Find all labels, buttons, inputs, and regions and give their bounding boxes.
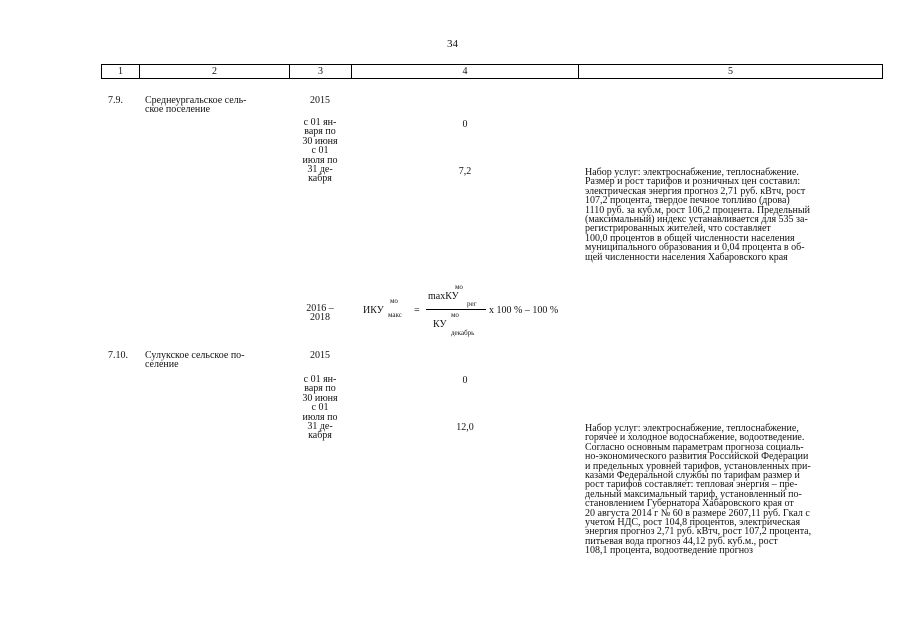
page-number: 34 bbox=[447, 38, 458, 50]
description-line: энергия прогноз 2,71 руб. кВтч, рост 107,2 процента, bbox=[585, 526, 812, 538]
description-line: электрическая энергия прогноз 2,71 руб. кВтч, рост bbox=[585, 185, 806, 197]
years-2016-2018 bbox=[292, 304, 348, 323]
period-first-half bbox=[292, 375, 348, 441]
period-line: июля по bbox=[302, 154, 338, 166]
description-line: учетом НДС, рост 104,8 процентов, электрическая bbox=[585, 517, 801, 529]
formula-denominator-subscript: декабрь bbox=[451, 329, 475, 337]
header-col-1: 1 bbox=[118, 66, 123, 77]
table-header bbox=[101, 64, 883, 79]
period-line: кабря bbox=[308, 173, 332, 185]
settlement-name bbox=[145, 96, 283, 115]
header-col-4: 4 bbox=[462, 66, 468, 77]
description-line: Размер и рост тарифов и розничных цен составил: bbox=[585, 176, 801, 188]
formula-lhs: ИКУ bbox=[363, 305, 384, 316]
description-line: 100,0 процентов в общей численности населения bbox=[585, 232, 795, 244]
fraction-bar bbox=[426, 309, 486, 310]
period-line: 30 июня bbox=[302, 392, 338, 404]
index-value-second-half: 12,0 bbox=[456, 422, 474, 433]
description-line: рост тарифов составляет: тепловая энергия – пре- bbox=[585, 479, 798, 491]
description-line: 20 августа 2014 г № 60 в размере 2607,11 руб. Гкал с bbox=[585, 507, 810, 519]
period-line: июля по bbox=[302, 411, 338, 423]
period-line: 31 де- bbox=[307, 421, 333, 433]
settlement-name-line: Сулукское сельское по- bbox=[145, 350, 245, 361]
year-line: 2016 – bbox=[306, 303, 334, 314]
row-number: 7.10. bbox=[108, 350, 128, 361]
header-col-2: 2 bbox=[212, 66, 217, 77]
description-line: 1110 руб. за куб.м, рост 106,2 процента. Предельный bbox=[585, 204, 810, 216]
description-line: Согласно основным параметрам прогноза социаль- bbox=[585, 441, 804, 453]
description-line: горячее и холодное водоснабжение, водоотведение. bbox=[585, 432, 805, 444]
description-line: дельный максимальный тариф, установленный по- bbox=[585, 488, 802, 500]
formula-denominator: КУ bbox=[433, 319, 447, 330]
header-col-5: 5 bbox=[728, 66, 733, 77]
description-line: Набор услуг: электроснабжение, теплоснабжение. bbox=[585, 167, 799, 178]
formula-numerator: maxКУ bbox=[428, 291, 459, 302]
settlement-name-line: Среднеургальское сель- bbox=[145, 95, 247, 106]
description-line: Набор услуг: электроснабжение, теплоснабжение, bbox=[585, 423, 799, 434]
services-description bbox=[585, 168, 878, 262]
description-line: питьевая вода прогноз 44,12 руб. куб.м., рост bbox=[585, 535, 778, 547]
services-description bbox=[585, 424, 878, 556]
formula-tail: x 100 % – 100 % bbox=[489, 305, 559, 316]
description-line: и предельных уровней тарифов, установленных при- bbox=[585, 460, 811, 472]
description-line: 108,1 процента, водоотведение прогноз bbox=[585, 545, 754, 557]
year: 2015 bbox=[310, 350, 330, 361]
header-col-3: 3 bbox=[318, 66, 323, 77]
period-line: варя по bbox=[304, 126, 336, 138]
period-first-half bbox=[292, 118, 348, 184]
period-line: с 01 ян- bbox=[303, 117, 337, 128]
formula-lhs-superscript: мо bbox=[390, 297, 398, 305]
period-line: с 01 bbox=[311, 402, 329, 414]
description-line: регистрированных жителей, что составляет bbox=[585, 223, 771, 235]
description-line: муниципального образования и 0,04 процента в об- bbox=[585, 242, 805, 254]
period-line: 30 июня bbox=[302, 135, 338, 147]
period-line: варя по bbox=[304, 383, 336, 395]
period-line: с 01 ян- bbox=[303, 374, 337, 385]
description-line: но-экономического развития Российской Федерации bbox=[585, 451, 809, 463]
formula-equals: = bbox=[414, 305, 420, 316]
description-line: становлением Губернатора Хабаровского края от bbox=[585, 498, 794, 510]
settlement-name-line: ское поселение bbox=[145, 104, 211, 116]
description-line: (максимальный) индекс устанавливается для 535 за- bbox=[585, 214, 808, 226]
description-line: щей численности населения Хабаровского края bbox=[585, 251, 788, 263]
settlement-name bbox=[145, 351, 283, 370]
index-value-first-half: 0 bbox=[462, 119, 468, 130]
period-line: 31 де- bbox=[307, 164, 333, 176]
description-line: 107,2 процента, твердое печное топливо (дрова) bbox=[585, 195, 790, 207]
formula-numerator-superscript: мо bbox=[455, 283, 463, 291]
year-line: 2018 bbox=[310, 312, 330, 324]
formula-lhs-subscript: макс bbox=[388, 311, 402, 319]
index-formula bbox=[363, 278, 583, 340]
period-line: кабря bbox=[308, 430, 332, 442]
row-number: 7.9. bbox=[108, 95, 123, 106]
year: 2015 bbox=[310, 95, 330, 106]
index-value-first-half: 0 bbox=[462, 375, 468, 386]
formula-numerator-subscript: рег bbox=[467, 300, 477, 308]
period-line: с 01 bbox=[311, 145, 329, 157]
index-value-second-half: 7,2 bbox=[458, 166, 472, 177]
formula-denominator-superscript: мо bbox=[451, 311, 459, 319]
description-line: казами Федеральной службы по тарифам размер и bbox=[585, 470, 800, 482]
settlement-name-line: селение bbox=[145, 359, 179, 371]
